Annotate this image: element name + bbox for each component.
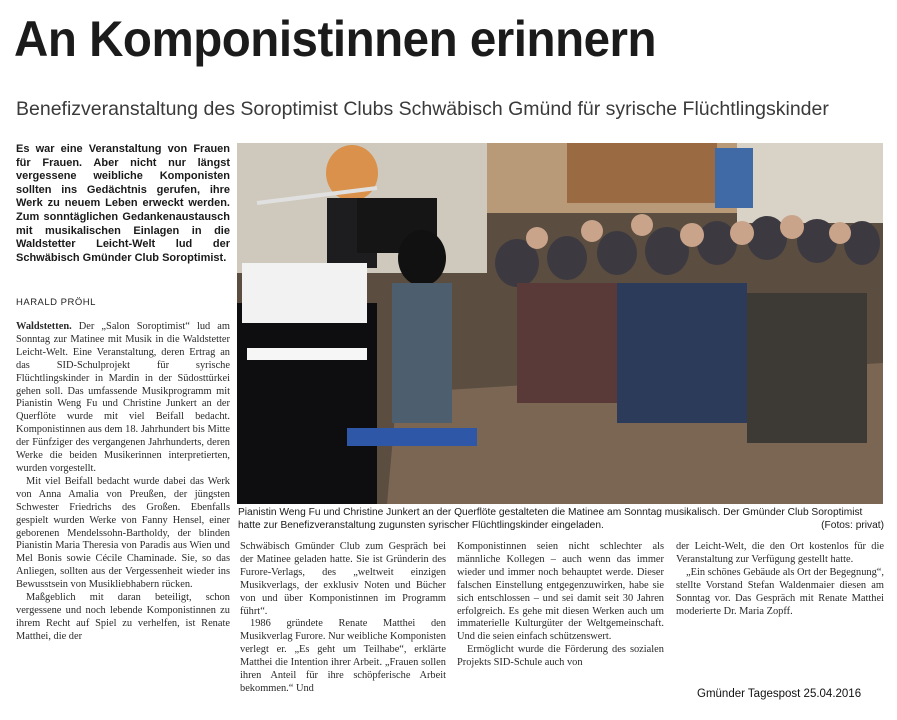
paragraph: Mit viel Beifall bedacht wurde dabei das Werk von Anna Amalia von Preußen, der jüngsten Schwester Friedrichs des Großen. Ebenfalls gespielt wurden Werke von Fanny Hensel, einer geborenen Mendelssohn-Bartholdy, der blinden Pianistin Maria Theresia von Paradis aus Wien und Mel Bonis sowie Cécile Chaminade. Sie, so das Anliegen, sollten aus der Vergessenheit wieder ins Bewusstsein von Musikliebhabern rücken. (16, 475, 230, 591)
source-citation: Gmünder Tagespost 25.04.2016 (697, 688, 862, 700)
headline: An Komponistinnen erinnern (14, 11, 657, 67)
photo-caption (238, 507, 884, 533)
lead-paragraph: Es war eine Veranstaltung von Frauen für Frauen. Aber nicht nur längst vergessene weibliche Komponisten sollten ins Gedächtnis gerufen, ihre Werk zu neuem Leben erweckt werden. Zum sonntäglichen Gedankenaustausch mit musikalischen Einlagen in die Waldstetter Leicht-Welt lud der Schwäbisch Gmünder Club Soroptimist. (16, 143, 230, 264)
paragraph (16, 321, 230, 476)
concert-photo-illustration (237, 143, 883, 504)
paragraph: Komponistinnen seien nicht schlechter als männliche Kollegen – auch wenn das immer wieder und immer noch behauptet werde. Dieser falschen Einstellung entgegenzuwirken, habe sie sich entschlossen – und sei damit seit 30 Jahren erfolgreich. Es gehe mit diesen Werken auch um immaterielle Kulturgüter der Weltgemeinschaft. Und die seien einfach schützenswert. (457, 541, 664, 643)
article-photo (237, 143, 883, 504)
paragraph: 1986 gründete Renate Matthei den Musikverlag Furore. Nur weibliche Komponisten verlegt er. „Es geht um Teilhabe“, erklärte Matthei die Intention ihrer Arbeit. „Frauen sollen ihren Anteil für ihre schöpferische Arbeit bekommen.“ Und (240, 618, 446, 694)
paragraph: Schwäbisch Gmünder Club zum Gespräch bei der Matinee geladen hatte. Sie ist Gründerin des Furore-Verlags, des „weltweit einzigen Musikverlags, der exklusiv Noten und Bücher von und über Komponistinnen im Programm führt“. (240, 541, 446, 617)
paragraph: der Leicht-Welt, die den Ort kostenlos für die Veranstaltung zur Verfügung gestellt hatte. (676, 541, 884, 565)
article-column-4 (676, 541, 884, 681)
paragraph: „Ein schönes Gebäude als Ort der Begegnung“, stellte Vorstand Stefan Waldenmaier diesen am Sonntag vor. Das Gespräch mit Renate Matthei moderierte Dr. Maria Zopff. (676, 566, 884, 617)
caption-text: Pianistin Weng Fu und Christine Junkert an der Querflöte gestalteten die Matinee am Sonntag musikalisch. Der Gmünder Club Soroptimist hatte zur Benefizveranstaltung zugunsten syrischer Flüchtlingskinder eingeladen. (238, 507, 863, 531)
dateline: Waldstetten. (16, 321, 72, 332)
paragraph: Ermöglicht wurde die Förderung des sozialen Projekts SID-Schule auch von (457, 644, 664, 669)
paragraph: Maßgeblich mit daran beteiligt, schon vergessene und noch lebende Komponistinnen zu ihrem Recht auf Spiel zu verhelfen, ist Renate Matthei, die der (16, 592, 230, 642)
paragraph-text: Der „Salon Soroptimist“ lud am Sonntag zur Matinee mit Musik in die Waldstetter Leicht-Welt. Eine Veranstaltung, deren Ertrag an das SID-Schulprojekt für syrische Flüchtlingskinder in Mardin in der Südosttürkei gehen soll. Das umfassende Musikprogramm mit Pianistin Weng Fu und Christine Junkert an der Querflöte wurde mit viel Beifall bedacht. Komponistinnen aus dem 18. Jahrhundert bis Mitte der Fünfziger des vergangenen Jahrhunderts, deren Werke die beiden Musikerinnen interpretierten, wurden vorgestellt. (16, 321, 230, 474)
subheadline: Benefizveranstaltung des Soroptimist Clubs Schwäbisch Gmünd für syrische Flüchtlingskinder (16, 98, 829, 120)
article-column-2 (240, 541, 446, 717)
article-column-1 (16, 321, 230, 717)
photo-credit: (Fotos: privat) (821, 519, 884, 531)
author-byline: HARALD PRÖHL (16, 297, 96, 308)
article-column-3 (457, 541, 664, 691)
